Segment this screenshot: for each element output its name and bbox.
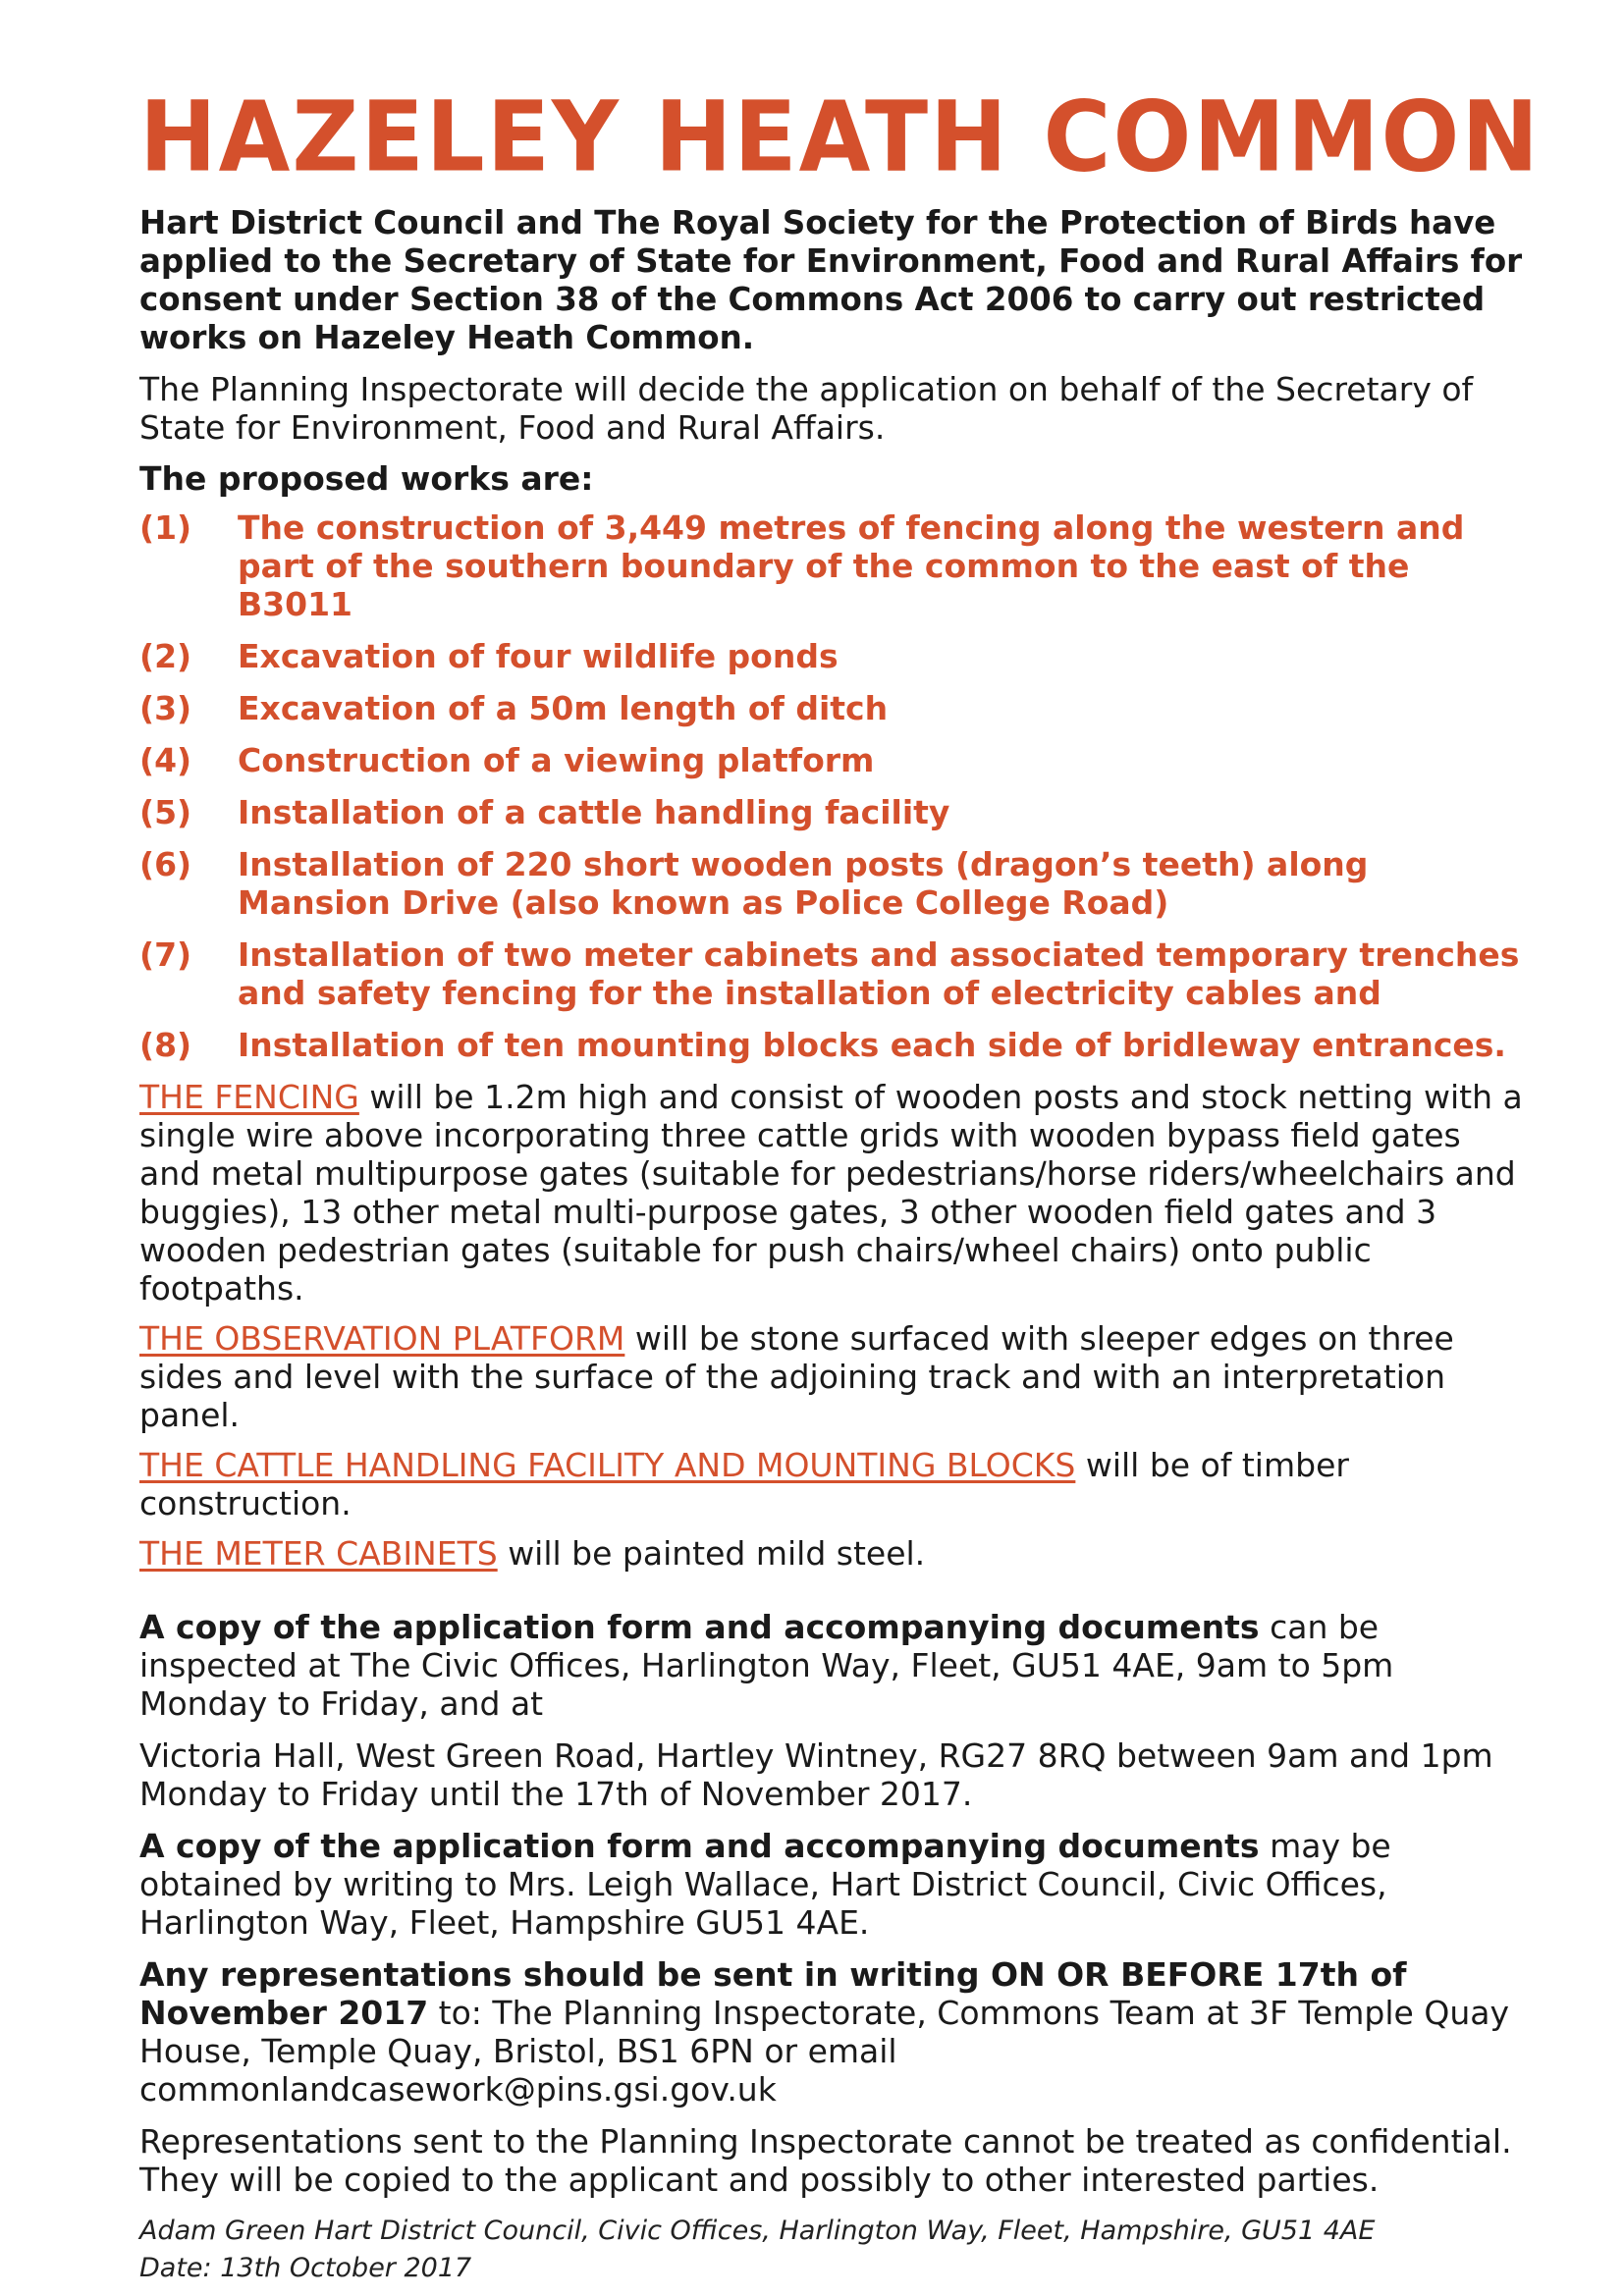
obtain-paragraph bbox=[139, 1827, 1526, 1942]
item-text: Excavation of four wildlife ponds bbox=[238, 637, 839, 675]
obtain-text: may be obtained by writing to Mrs. Leigh Wallace, Hart District Council, Civic Offices, Harlington Way, Fleet, Hampshire GU51 4AE. bbox=[139, 1827, 1391, 1942]
list-item bbox=[139, 508, 1526, 623]
list-item bbox=[139, 637, 1526, 675]
inspection-paragraph bbox=[139, 1608, 1526, 1723]
representations-paragraph bbox=[139, 1955, 1526, 2109]
item-text: Installation of 220 short wooden posts (dragon’s teeth) along Mansion Drive (also known as Police College Road) bbox=[238, 845, 1369, 922]
obtain-bold: A copy of the application form and accompanying documents bbox=[139, 1827, 1260, 1865]
representations-text: to: The Planning Inspectorate, Commons Team at 3F Temple Quay House, Temple Quay, Bristol, BS1 6PN or email bbox=[139, 1994, 1509, 2070]
list-item bbox=[139, 741, 1526, 779]
item-number: (1) bbox=[139, 508, 192, 547]
list-item bbox=[139, 935, 1526, 1012]
meter-term: THE METER CABINETS bbox=[139, 1534, 498, 1573]
platform-term: THE OBSERVATION PLATFORM bbox=[139, 1319, 625, 1358]
footer-date: Date: 13th October 2017 bbox=[139, 2253, 472, 2283]
works-list bbox=[139, 508, 1526, 1064]
cattle-description bbox=[139, 1446, 1526, 1522]
intro-paragraph: Hart District Council and The Royal Society for the Protection of Birds have applied to the Secretary of State for Environment, Food and Rural Affairs for consent under Section 38 of the Commons Act 2006 to carry out restricted works on Hazeley Heath Common. bbox=[139, 204, 1523, 356]
cattle-term: THE CATTLE HANDLING FACILITY AND MOUNTING BLOCKS bbox=[139, 1446, 1076, 1484]
item-text: The construction of 3,449 metres of fencing along the western and part of the southern boundary of the common to the east of the B3011 bbox=[238, 508, 1465, 623]
item-number: (6) bbox=[139, 845, 192, 883]
item-number: (5) bbox=[139, 793, 192, 831]
item-text: Installation of ten mounting blocks each side of bridleway entrances. bbox=[238, 1026, 1506, 1064]
victoria-hall-paragraph: Victoria Hall, West Green Road, Hartley Wintney, RG27 8RQ between 9am and 1pm Monday to Friday until the 17th of November 2017. bbox=[139, 1736, 1493, 1813]
inspection-bold: A copy of the application form and accompanying documents bbox=[139, 1608, 1260, 1646]
spacer bbox=[139, 1573, 1526, 1594]
works-heading: The proposed works are: bbox=[139, 459, 594, 498]
fencing-term: THE FENCING bbox=[139, 1078, 359, 1116]
email-address: commonlandcasework@pins.gsi.gov.uk bbox=[139, 2070, 777, 2109]
item-text: Construction of a viewing platform bbox=[238, 741, 875, 779]
item-text: Excavation of a 50m length of ditch bbox=[238, 689, 889, 727]
confidential-paragraph: Representations sent to the Planning Inspectorate cannot be treated as confidential. They will be copied to the applicant and possibly to other interested parties. bbox=[139, 2122, 1512, 2199]
platform-text: will be stone surfaced with sleeper edges on three sides and level with the surface of the adjoining track and with an interpretation panel. bbox=[139, 1319, 1454, 1434]
list-item bbox=[139, 1026, 1526, 1064]
item-text: Installation of a cattle handling facility bbox=[238, 793, 950, 831]
list-item bbox=[139, 845, 1526, 922]
meter-description bbox=[139, 1534, 1526, 1573]
item-number: (7) bbox=[139, 935, 192, 974]
list-item bbox=[139, 793, 1526, 831]
item-text: Installation of two meter cabinets and associated temporary trenches and safety fencing for the installation of electricity cables and bbox=[238, 935, 1520, 1012]
inspection-text: can be inspected at The Civic Offices, Harlington Way, Fleet, GU51 4AE, 9am to 5pm Monday to Friday, and at bbox=[139, 1608, 1394, 1723]
page-title: HAZELEY HEATH COMMON bbox=[139, 81, 1542, 194]
list-item bbox=[139, 689, 1526, 727]
item-number: (4) bbox=[139, 741, 192, 779]
fencing-text: will be 1.2m high and consist of wooden posts and stock netting with a single wire above incorporating three cattle grids with wooden bypass field gates and metal multipurpose gates (suitable for pedestrians/horse riders/wheelchairs and buggies), 13 other metal multi-purpose gates, 3 other wooden field gates and 3 wooden pedestrian gates (suitable for push chairs/wheel chairs) onto public footpaths. bbox=[139, 1078, 1523, 1308]
footer-signature bbox=[139, 2213, 1526, 2287]
decision-paragraph: The Planning Inspectorate will decide the application on behalf of the Secretary of State for Environment, Food and Rural Affairs. bbox=[139, 370, 1474, 447]
cattle-text: will be of timber construction. bbox=[139, 1446, 1349, 1522]
platform-description bbox=[139, 1319, 1526, 1434]
footer-author: Adam Green Hart District Council, Civic Offices, Harlington Way, Fleet, Hampshire, GU51 4AE bbox=[139, 2216, 1376, 2246]
item-number: (3) bbox=[139, 689, 192, 727]
meter-text: will be painted mild steel. bbox=[497, 1534, 926, 1573]
fencing-description bbox=[139, 1078, 1526, 1308]
representations-bold: Any representations should be sent in writing ON OR BEFORE 17th of November 2017 bbox=[139, 1955, 1407, 2032]
item-number: (8) bbox=[139, 1026, 192, 1064]
item-number: (2) bbox=[139, 637, 192, 675]
